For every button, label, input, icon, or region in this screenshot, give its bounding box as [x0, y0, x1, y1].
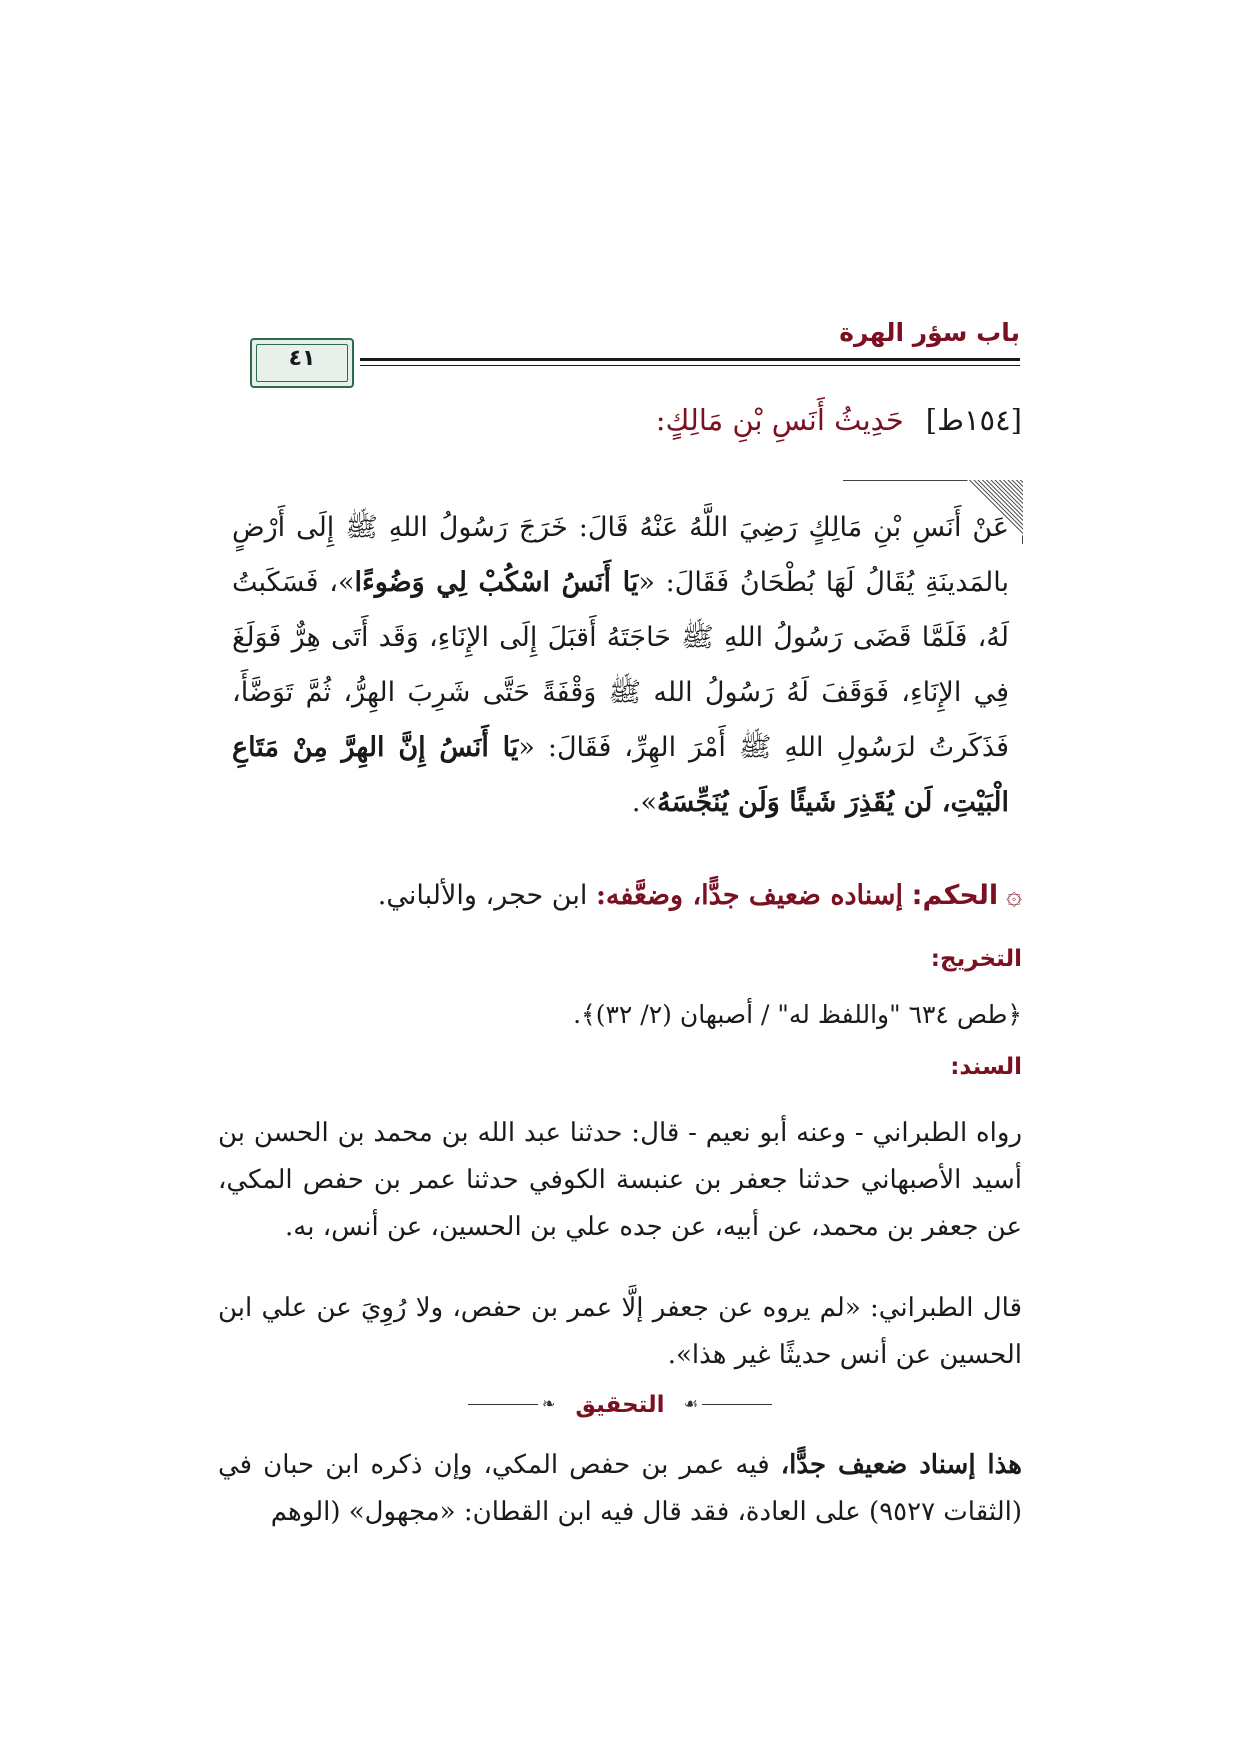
- header-rule: [360, 358, 1020, 366]
- takhrij-heading: التخريج:: [930, 946, 1022, 972]
- sanad-heading: السند:: [950, 1054, 1022, 1080]
- hadith-quote: يَا أَنَسُ اسْكُبْ لِي وَضُوءًا: [354, 567, 639, 598]
- page-header: [250, 318, 1020, 382]
- tabarani-quote: قال الطبراني: «لم يروه عن جعفر إلَّا عمر بن حفص، ولا رُوِيَ عن علي ابن الحسين عن أنس حديثًا غير هذا».: [218, 1293, 1022, 1370]
- page-number-frame: [250, 338, 354, 388]
- ornament-icon: ❧: [542, 1394, 556, 1413]
- hadith-quote: يَا أَنَسُ إِنَّ الهِرَّ مِنْ مَتَاعِ الْبَيْتِ، لَن يُقَذِرَ شَيئًا وَلَن يُنَجِّسَهُ: [232, 732, 1009, 818]
- ornament-flower-icon: ۞: [1006, 880, 1022, 911]
- takhrij-reference: ﴿طص ٦٣٤ "واللفظ له" / أصبهان (٢/ ٣٢)﴾.: [573, 1000, 1022, 1029]
- ruling-verdict: إسناده ضعيف جدًّا، وضعَّفه:: [595, 880, 904, 911]
- chapter-title: باب سؤر الهرة: [839, 318, 1020, 347]
- hadith-title-text: حَدِيثُ أَنَسِ بْنِ مَالِكٍ:: [655, 403, 904, 437]
- hadith-text-part: ».: [631, 787, 657, 818]
- tahqiq-lead: هذا إسناد ضعيف جدًّا،: [780, 1450, 1022, 1480]
- hadith-text-part: »، فَسَكَبتُ لَهُ، فَلَمَّا قَضَى رَسُولُ اللهِ ﷺ حَاجَتَهُ أَقبَلَ إِلَى الإِنَاءِ، وَقَد أَتَى هِرٌّ فَوَلَغَ فِي الإِنَاءِ، فَوَقَفَ لَهُ رَسُولُ الله ﷺ وَقْفَةً حَتَّى شَرِبَ الهِرُّ، ثُمَّ تَوَضَّأَ، فَذَكَرتُ لرَسُولِ اللهِ ﷺ أَمْرَ الهِرِّ، فَقَالَ: «: [232, 567, 1009, 763]
- page-number: ٤١: [288, 346, 316, 371]
- ornament-icon: ☙: [683, 1394, 698, 1413]
- hadith-text-part: عَنْ أَنَسِ بْنِ مَالِكٍ رَضِيَ اللَّهُ عَنْهُ قَالَ: خَرَجَ رَسُولُ اللهِ ﷺ إِلَى أَرْضٍ بالمَدينَةِ يُقَالُ لَهَا بُطْحَانُ فَقَالَ: «: [232, 512, 1010, 598]
- hadith-code: [١٥٤ط]: [925, 403, 1022, 437]
- tahqiq-text: [218, 1442, 1022, 1536]
- tahqiq-separator: [468, 1388, 772, 1422]
- tahqiq-body: فيه عمر بن حفص المكي، وإن ذكره ابن حبان في (الثقات ٩٥٢٧) على العادة، فقد قال فيه ابن القطان: «مجهول» (الوهم: [218, 1450, 1022, 1527]
- ruling-line: [218, 876, 1022, 916]
- hadith-title: [656, 403, 1022, 437]
- tahqiq-heading: التحقيق: [575, 1392, 665, 1418]
- hadith-text: [232, 500, 1009, 830]
- hadith-box: [218, 468, 1023, 856]
- sanad-text: رواه الطبراني - وعنه أبو نعيم - قال: حدثنا عبد الله بن محمد بن الحسن بن أسيد الأصبهاني حدثنا جعفر بن عنبسة الكوفي حدثنا عمر بن حفص المكي، عن جعفر بن محمد، عن أبيه، عن جده علي بن الحسين، عن أنس، به.: [218, 1118, 1022, 1242]
- ruling-scholars: ابن حجر، والألباني.: [377, 880, 588, 911]
- ruling-label: الحكم:: [911, 880, 999, 911]
